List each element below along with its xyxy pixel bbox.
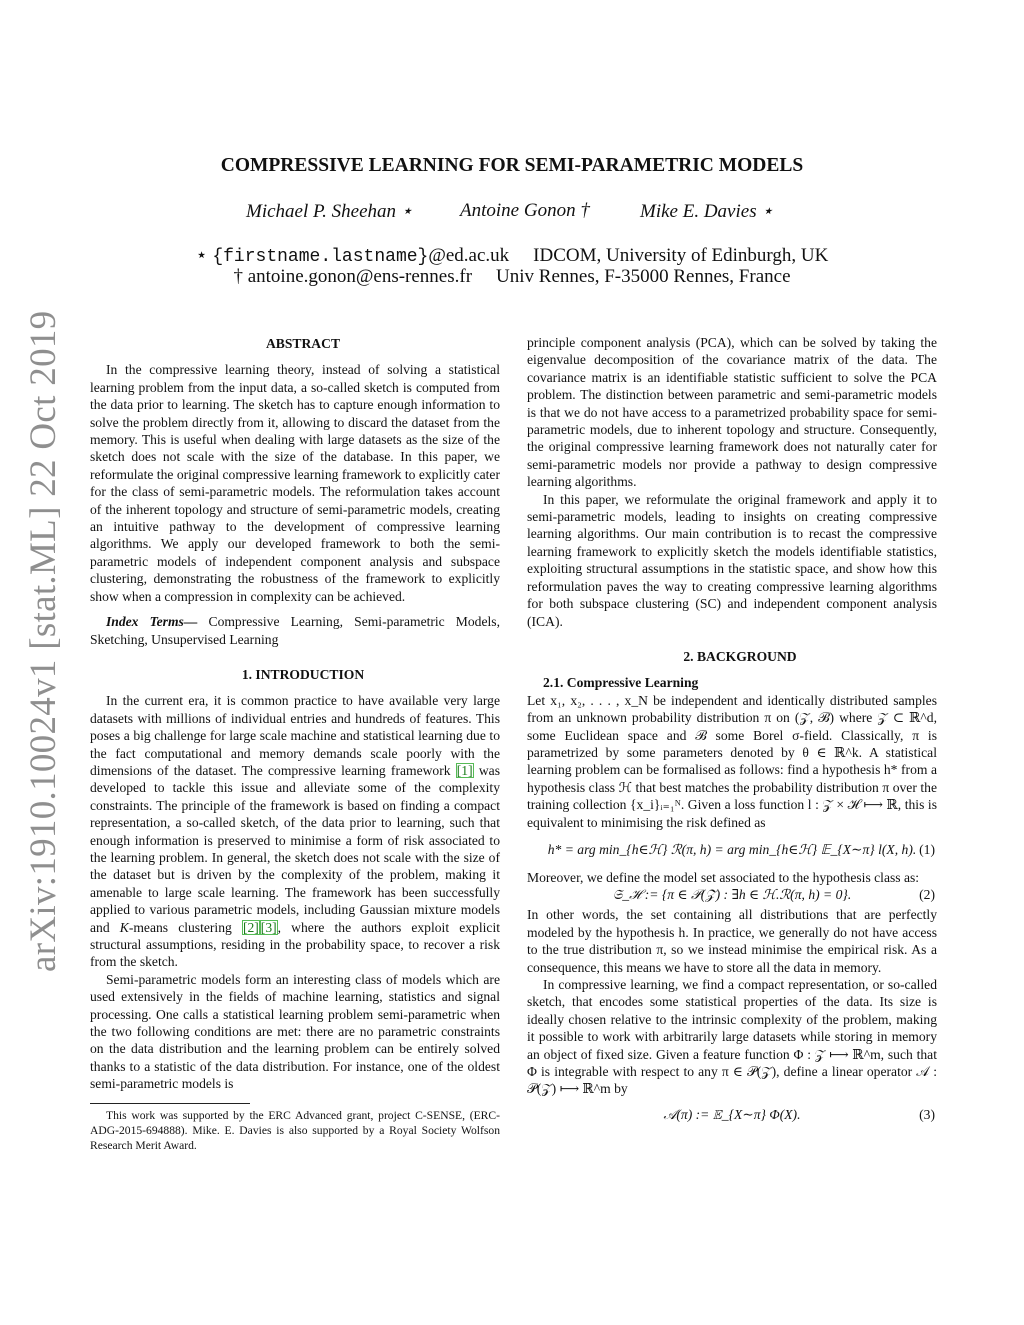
left-column	[90, 335, 500, 1153]
footnote: This work was supported by the ERC Advanced grant, project C-SENSE, (ERC-ADG-2015-694888). Mike. E. Davies is also supported by a Royal Society Wolfson Research Merit Award.	[90, 1108, 500, 1152]
index-terms-label: Index Terms—	[106, 614, 198, 630]
background-paragraph-3: In other words, the set containing all distributions that are perfectly modeled by the hypothesis h. In practice, we generally do not have access to the true distribution π, so we instead minimise the empirical risk. As a consequence, this means we have to store all the data in memory.	[527, 907, 937, 975]
author-sheehan: Michael P. Sheehan ⋆	[246, 201, 413, 222]
background-paragraph-2: Moreover, we define the model set associated to the hypothesis class as:	[527, 869, 920, 885]
intro-paragraph-2: Semi-parametric models form an interesting class of models which are used extensively in the fields of machine learning, statistics and signal processing. One calls a statistical learning problem semi-parametric when the two following conditions are met: there are no parametric constraints on the data distribution and the learning problem can be entirely solved thanks to a statistic of the data distribution. For instance, one of the oldest semi-parametric models is	[90, 971, 500, 1092]
footnote-rule	[90, 1103, 250, 1104]
equation-2-body: 𝔖_ℋ := {π ∈ 𝒫(𝒵) : ∃h ∈ ℋ.ℛ(π, h) = 0}.	[612, 887, 852, 903]
subsection-heading: 2.1. Compressive Learning	[543, 675, 699, 691]
introduction-heading: 1. INTRODUCTION	[241, 666, 365, 682]
arxiv-stamp: arXiv:1910.10024v1 [stat.ML] 22 Oct 2019	[23, 310, 64, 972]
author-gonon: Antoine Gonon †	[460, 200, 590, 221]
equation-1	[527, 841, 937, 861]
background-paragraph-4: In compressive learning, we find a compact representation, or so-called sketch, that encodes some statistical properties of the data. Its size is ideally chosen relative to the intrinsic complexity of the problem, making it possible to work with arbitrarily large datasets while storing in memory an object of fixed size. Given a feature function Φ : 𝒵 ⟼ ℝ^m, such that Φ is integrable with respect to any π ∈ 𝒫(𝒵), define a linear operator 𝒜 : 𝒫(𝒵) ⟼ ℝ^m by	[527, 977, 937, 1097]
author-list	[0, 200, 1024, 226]
equation-3	[527, 1106, 937, 1126]
affiliation-rennes	[0, 266, 1024, 288]
equation-3-number: (3)	[919, 1106, 935, 1122]
affiliation-edinburgh	[0, 244, 1024, 267]
abstract-heading: ABSTRACT	[265, 336, 341, 351]
equation-3-body: 𝒜(π) := 𝔼_{X∼π} Φ(X).	[663, 1106, 801, 1122]
right-column	[527, 334, 937, 1126]
equation-2	[527, 886, 937, 906]
paper-title: COMPRESSIVE LEARNING FOR SEMI-PARAMETRIC MODELS	[220, 155, 804, 176]
author-davies: Mike E. Davies ⋆	[640, 201, 774, 222]
contribution-paragraph: In this paper, we reformulate the original framework and apply it to semi-parametric models, leading to insights on creating compressive learning algorithms. Our main contribution is to recast the compressive learning framework to explicitly sketch the models identifiable statistics, exploiting structural assumptions in the statistic space, and show how this reformulation paves the way to creating compressive learning algorithms for both subspace clustering (SC) and independent component analysis (ICA).	[527, 491, 937, 629]
citation-3[interactable]: [3]	[260, 919, 277, 935]
background-paragraph-1: Let x₁, x₂, . . . , x_N be independent and identically distributed samples from an unknown probability distribution π on (𝒵, ℬ) where 𝒵 ⊂ ℝ^d, some Euclidean space and ℬ some Borel σ-field. Classically, π is parametrized by some parameters denoted by θ ∈ ℝ^k. A statistical learning problem can be formalised as follows: find a hypothesis h* from a hypothesis class ℋ that best matches the probability distribution π over the training collection {x_i}ᵢ₌₁ᴺ. Given a loss function l : 𝒵 × ℋ ⟼ ℝ, this is equivalent to minimising the risk defined as	[527, 692, 937, 830]
email-gonon: antoine.gonon@ens-rennes.fr	[247, 266, 473, 287]
equation-1-number: (1)	[919, 841, 935, 857]
abstract-text: In the compressive learning theory, instead of solving a statistical learning problem from the input data, a so-called sketch is computed from the data prior to learning. The sketch has to capture enough information to solve the problem directly from it, allowing to discard the dataset from the memory. This is useful when dealing with large datasets as the size of the sketch does not scale with the size of the database. In this paper, we reformulate the original compressive learning framework to explicitly cater for the class of semi-parametric models. The reformulation takes account of the inherent topology and structure of semi-parametric models, creating an intuitive pathway to the development of compressive learning algorithms. We apply our developed framework to both the semi-parametric models of independent component analysis and subspace clustering, demonstrating the robustness of the framework to explicitly show when a compression in complexity can be achieved.	[90, 362, 500, 604]
institution-edinburgh: IDCOM, University of Edinburgh, UK	[533, 245, 829, 266]
affiliation-mark-dagger: †	[233, 266, 243, 287]
index-terms-list: Compressive Learning, Semi-parametric Models, Sketching, Unsupervised Learning	[90, 614, 500, 647]
equation-2-number: (2)	[919, 887, 935, 903]
intro-paragraph-1: In the current era, it is common practice to have available very large datasets with millions of individual entries and hundreds of features. This poses a big challenge for large scale machine and statistical learning due to the fact computational and memory demands scale poorly with the dimensions of the dataset. The compressive learning framework [1] was developed to tackle this issue and alleviate some of the complexity constraints. The principle of the framework is based on finding a compact representation, a so-called sketch, of the data prior to learning, such that enough information is preserved to minimise a form of risk associated to the learning problem. In general, the sketch does not scale with the size of the dataset but is driven by the complexity of the problem, making it amenable to large scale learning. The framework has been successfully applied to various parametric models, including Gaussian mixture models and K-means clustering [2] [3], where the authors exploit explicit structural assumptions, residing in the probability space, to recover a risk from the sketch.	[90, 693, 500, 970]
citation-2[interactable]: [2]	[242, 919, 259, 935]
equation-1-body: h* = arg min_{h∈ℋ} ℛ(π, h) = arg min_{h∈ℋ} 𝔼_{X∼π} l(X, h).	[547, 841, 917, 857]
intro-continued-paragraph: principle component analysis (PCA), which can be solved by taking the eigenvalue decomposition of the covariance matrix of the data. The covariance matrix is an identifiable statistic sufficient to solve the PCA problem. The distinction between parametric and semi-parametric models is that we do not have access to a parametrized probability space for semi-parametric models, due to inherent topology and structure. Consequently, the original compressive learning framework does not naturally cater for semi-parametric models nor provide a pathway to design compressive learning algorithms.	[527, 335, 937, 490]
email-pattern: {firstname.lastname}	[212, 247, 429, 267]
background-heading: 2. BACKGROUND	[683, 648, 797, 664]
citation-1[interactable]: [1]	[456, 762, 473, 778]
affiliation-mark-star: ⋆	[195, 245, 208, 266]
email-domain: @ed.ac.uk	[428, 245, 510, 266]
index-terms	[90, 613, 500, 648]
institution-rennes: Univ Rennes, F-35000 Rennes, France	[496, 266, 791, 287]
